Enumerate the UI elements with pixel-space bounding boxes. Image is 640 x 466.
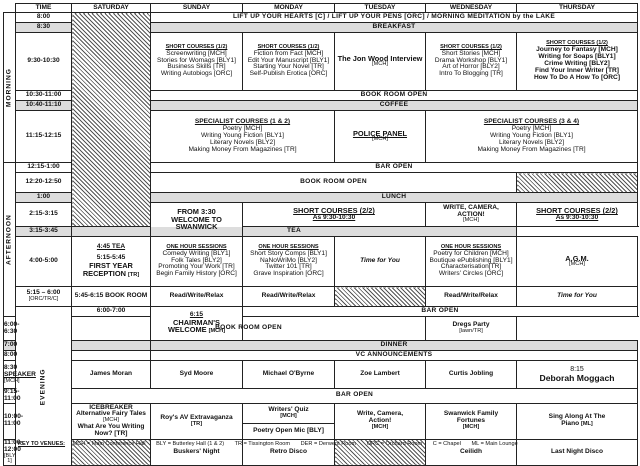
thursday-short-courses-1 bbox=[517, 33, 638, 91]
header-time: TIME bbox=[16, 4, 72, 13]
course-item: Making Money From Magazines [TR] bbox=[188, 145, 297, 153]
key-item: TR = Tissington Room bbox=[234, 441, 291, 447]
venue: [lawn/TR] bbox=[459, 328, 483, 335]
course-item: Journey to Fantasy [MCH] bbox=[536, 46, 618, 54]
specialist-courses-3-4 bbox=[426, 111, 638, 163]
period-morning: MORNING bbox=[4, 13, 16, 163]
course-item: Fiction from Fact [MCH] bbox=[253, 49, 324, 57]
agm-title: A.G.M. bbox=[565, 253, 589, 263]
band-book-room: BOOK ROOM OPEN bbox=[72, 317, 426, 341]
course-item: Writing Young Fiction [BLY1] bbox=[201, 132, 284, 140]
block-title: SHORT COURSES (1/2) bbox=[440, 43, 502, 50]
period-afternoon: AFTERNOON bbox=[4, 163, 16, 317]
time-cell bbox=[4, 438, 23, 465]
roy-title: Roy's AV Extravaganza bbox=[160, 413, 233, 421]
course-item: Self-Publish Erotica [ORC] bbox=[249, 70, 328, 78]
monday-short-courses-1 bbox=[243, 33, 335, 91]
key-item: MCH = Main Conference Hall bbox=[72, 441, 146, 447]
speaker-saturday: James Moran bbox=[72, 361, 151, 389]
course-item: Literary Novels [BLY2] bbox=[209, 138, 276, 146]
key-item: ORC = Orchard Room bbox=[366, 441, 423, 447]
band-tea: TEA bbox=[72, 227, 517, 237]
header-saturday: SATURDAY bbox=[72, 4, 151, 13]
venue: [MCH] bbox=[371, 424, 389, 431]
header-row bbox=[4, 4, 638, 13]
header-thursday: THURSDAY bbox=[517, 4, 638, 13]
welcome-line: CHAIRMAN'S bbox=[173, 317, 220, 327]
session-item: Twitter 101 [TR] bbox=[265, 263, 312, 271]
time-label: 8:30 bbox=[4, 363, 18, 371]
time-venue: [ORC/TR/C] bbox=[28, 296, 59, 303]
time-label: 5:15 – 6:00 bbox=[26, 289, 61, 297]
monday-read-write-relax: Read/Write/Relax bbox=[243, 287, 335, 307]
time-cell bbox=[16, 287, 72, 307]
saturday-book-room: 5:45-6:15 BOOK ROOM bbox=[72, 287, 151, 307]
thursday-last-night-disco: Last Night Disco bbox=[517, 439, 638, 465]
wednesday-ceilidh: Ceilidh bbox=[426, 439, 517, 465]
period-evening: EVENING bbox=[16, 307, 72, 466]
sat-tea-note: 4:45 TEA bbox=[96, 243, 126, 251]
session-item: Comedy Writing [BLY1] bbox=[162, 249, 231, 257]
key-item: C = Chapel bbox=[432, 441, 461, 447]
monday-one-hour-sessions bbox=[243, 237, 335, 287]
course-item: Poetry [MCH] bbox=[511, 125, 552, 133]
key-item: BLY = Butterley Hall (1 & 2) bbox=[156, 441, 225, 447]
venue: [MCH] bbox=[372, 61, 388, 68]
wednesday-family-fortunes bbox=[426, 403, 517, 439]
session-item: NaNoWriMo [BLY2] bbox=[260, 256, 317, 264]
time-cell: 12:15-1:00 bbox=[16, 163, 72, 173]
course-item: Writing for Soaps [BLY1] bbox=[538, 53, 616, 61]
venue-key bbox=[18, 441, 527, 447]
block-sub: As 9:30-10:30 bbox=[312, 213, 356, 221]
short-courses-2-sun-mon bbox=[243, 203, 426, 227]
session-item: Writers' Circles [ORC] bbox=[438, 270, 504, 278]
course-item: Poetry [MCH] bbox=[222, 125, 263, 133]
session-item: Folk Tales [BLY2] bbox=[171, 256, 222, 264]
fortunes-line: Fortunes bbox=[456, 417, 486, 425]
course-item: Crime Writing [BLY2] bbox=[544, 59, 610, 67]
header-wednesday: WEDNESDAY bbox=[426, 4, 517, 13]
schedule-table bbox=[3, 3, 638, 466]
band-lunch: LUNCH bbox=[151, 193, 638, 203]
time-cell: 6:00-7:00 bbox=[72, 307, 151, 317]
speaker-time: 8:15 bbox=[570, 366, 584, 374]
monday-retro-disco: Retro Disco bbox=[243, 439, 335, 465]
event-line: ACTION! bbox=[457, 210, 485, 218]
event-line: Write, Camera, bbox=[356, 410, 404, 418]
band-book-room: BOOK ROOM OPEN bbox=[151, 91, 638, 101]
tuesday-hatched-block bbox=[335, 287, 426, 307]
block-title: ONE HOUR SESSIONS bbox=[258, 243, 319, 250]
icebreaker-line: What Are You Writing bbox=[77, 423, 145, 431]
venue: [TR] bbox=[128, 271, 140, 278]
welcome-line: WELCOME TO bbox=[171, 214, 222, 224]
thursday-dregs-party bbox=[426, 317, 517, 341]
block-title: SPECIALIST COURSES (3 & 4) bbox=[483, 118, 580, 126]
short-courses-2-wed-thu bbox=[517, 203, 638, 227]
sunday-short-courses-1 bbox=[151, 33, 243, 91]
welcome-time: 6:15 bbox=[189, 310, 204, 318]
venue: [MCH] bbox=[463, 217, 479, 224]
event-line: WRITE, CAMERA, bbox=[443, 203, 499, 211]
block-title: SHORT COURSES (1/2) bbox=[165, 43, 228, 50]
singalong-line: Sing Along At The bbox=[548, 413, 606, 421]
block-title: ONE HOUR SESSIONS bbox=[166, 243, 227, 250]
block-title: SHORT COURSES (2/2) bbox=[536, 206, 618, 216]
venue: [MCH] bbox=[462, 424, 480, 431]
header-tuesday: TUESDAY bbox=[335, 4, 426, 13]
monday-poetry-open-mic: Poetry Open Mic [BLY] bbox=[243, 423, 335, 439]
block-title: SPECIALIST COURSES (1 & 2) bbox=[194, 118, 291, 126]
speaker-monday: Michael O'Byrne bbox=[243, 361, 335, 389]
band-breakfast: BREAKFAST bbox=[151, 23, 638, 33]
block-title: SHORT COURSES (1/2) bbox=[257, 43, 320, 50]
course-item: Starting Your Novel [TR] bbox=[253, 63, 324, 71]
thursday-time-for-you: Time for You bbox=[517, 287, 638, 307]
course-item: Drama Workshop [BLY1] bbox=[434, 56, 508, 64]
course-item: Making Money From Magazines [TR] bbox=[477, 145, 586, 153]
time-label: SPEAKER bbox=[4, 370, 36, 378]
wednesday-one-hour-sessions bbox=[426, 237, 517, 287]
reception-line: 5:15-5:45 bbox=[96, 254, 126, 262]
dregs-title: Dregs Party bbox=[452, 321, 490, 329]
session-item: Boutique ePublishing [BLY1] bbox=[429, 256, 513, 264]
quiz-title: Writers' Quiz bbox=[268, 405, 309, 413]
key-title: KEY TO VENUES: bbox=[18, 441, 66, 447]
time-cell: 4:00-5:00 bbox=[16, 237, 72, 287]
time-cell: 9:15-11:00 bbox=[4, 388, 21, 402]
time-venue: [BLY 1] bbox=[4, 452, 16, 465]
session-item: Promoting Your Work [TR] bbox=[158, 263, 235, 271]
venue: [MCH] bbox=[569, 261, 585, 268]
key-item: DER = Derwent Room bbox=[300, 441, 357, 447]
block-title: ONE HOUR SESSIONS bbox=[440, 243, 502, 250]
band-bar-open: BAR OPEN bbox=[72, 389, 638, 404]
time-cell: 10:40-11:10 bbox=[16, 101, 72, 111]
icebreaker-title: ICEBREAKER bbox=[89, 403, 133, 411]
time-cell: 8:00 bbox=[4, 351, 16, 361]
course-item: Screenwriting [MCH] bbox=[166, 49, 227, 57]
wednesday-short-courses-1 bbox=[426, 33, 517, 91]
icebreaker-line: Alternative Fairy Tales bbox=[76, 410, 146, 418]
session-item: Grave Inspiration [ORC] bbox=[253, 270, 324, 278]
header-monday: MONDAY bbox=[243, 4, 335, 13]
speaker-wednesday: Curtis Jobling bbox=[426, 361, 517, 389]
block-sub: As 9:30-10:30 bbox=[555, 213, 599, 221]
event-line: Action! bbox=[368, 417, 392, 425]
sunday-roys-av-extravaganza bbox=[151, 403, 243, 439]
time-cell: 1:00 bbox=[16, 193, 72, 203]
time-cell: 9:30-10:30 bbox=[16, 33, 72, 91]
singalong-line bbox=[517, 421, 637, 428]
speaker-thursday-cell bbox=[517, 361, 638, 389]
saturday-gray-cell bbox=[72, 341, 151, 351]
interview-title: The Jon Wood Interview bbox=[337, 53, 423, 63]
speaker-tuesday: Zoe Lambert bbox=[335, 361, 426, 389]
course-item: Find Your Inner Writer [TR] bbox=[535, 66, 619, 74]
police-panel bbox=[335, 111, 426, 163]
monday-writers-quiz bbox=[243, 403, 335, 423]
icebreaker-line: Now? [TR] bbox=[94, 430, 128, 438]
time-cell: 8:00 bbox=[16, 13, 72, 23]
course-item: Edit Your Manuscript [BLY1] bbox=[247, 56, 330, 64]
welcome-line: FROM 3:30 bbox=[177, 206, 216, 216]
saturday-reception bbox=[72, 237, 151, 287]
tuesday-write-camera-action bbox=[335, 403, 426, 439]
time-cell: 10:30-11:00 bbox=[16, 91, 72, 101]
reception-line bbox=[72, 270, 150, 279]
band-coffee: COFFEE bbox=[151, 101, 638, 111]
session-item: Short Story Comps [BLY1] bbox=[250, 249, 327, 257]
welcome-line: SWANWICK bbox=[175, 222, 218, 232]
sunday-read-write-relax: Read/Write/Relax bbox=[151, 287, 243, 307]
session-item: Characterisation[TR] bbox=[440, 263, 502, 271]
thursday-hatched-block bbox=[517, 173, 638, 193]
time-cell: 11:15-12:15 bbox=[16, 111, 72, 163]
venue: [MCH] bbox=[280, 412, 297, 419]
tuesday-interview bbox=[335, 33, 426, 91]
reception-title: RECEPTION bbox=[82, 268, 126, 278]
saturday-hatched-block bbox=[72, 13, 151, 227]
time-label: 11:00-12:00 bbox=[4, 438, 23, 453]
sunday-one-hour-sessions bbox=[151, 237, 243, 287]
course-item: Business Skills [TR] bbox=[167, 63, 226, 71]
wednesday-read-write-relax: Read/Write/Relax bbox=[426, 287, 517, 307]
time-cell: 3:15-3:45 bbox=[16, 227, 72, 237]
saturday-blank-cell bbox=[72, 351, 151, 361]
course-item: Intro To Blogging [TR] bbox=[439, 70, 503, 78]
course-item: Art of Horror [BLY2] bbox=[442, 63, 500, 71]
course-item: Writing Young Fiction [BLY1] bbox=[490, 132, 573, 140]
time-venue: [MCH] bbox=[4, 377, 20, 384]
tuesday-time-for-you: Time for You bbox=[335, 237, 426, 287]
reception-line: FIRST YEAR bbox=[89, 261, 133, 271]
sunday-buskers-night: Buskers' Night bbox=[151, 439, 243, 465]
course-item: How To Do A How To [ORC] bbox=[533, 73, 621, 81]
venue: [TR] bbox=[190, 420, 203, 427]
singalong-title: Piano bbox=[561, 420, 580, 428]
band-dinner: DINNER bbox=[151, 341, 638, 351]
band-book-room: BOOK ROOM OPEN bbox=[151, 173, 517, 193]
key-item: ML = Main Lounge bbox=[471, 441, 518, 447]
band-vc-announcements: VC ANNOUNCEMENTS bbox=[151, 351, 638, 361]
thursday-sing-along bbox=[517, 403, 638, 439]
session-item: Poetry for Children [MCH] bbox=[433, 249, 509, 257]
time-cell bbox=[4, 361, 36, 389]
time-cell: 10:00-11:00 bbox=[4, 403, 16, 439]
icebreaker-line: [MCH] bbox=[103, 417, 119, 424]
time-cell: 2:15-3:15 bbox=[16, 203, 72, 227]
welcome-title: WELCOME bbox=[167, 325, 207, 335]
block-title: SHORT COURSES (1/2) bbox=[546, 40, 608, 47]
time-cell: 7:00 bbox=[4, 341, 16, 351]
course-item: Short Stories [MCH] bbox=[441, 49, 501, 57]
venue: [MCH] bbox=[208, 328, 226, 335]
band-bar-open: BAR OPEN bbox=[151, 163, 638, 173]
band-bar-open: BAR OPEN bbox=[243, 307, 638, 317]
band-lift-up: LIFT UP YOUR HEARTS [C] / LIFT UP YOUR PENS [ORC] / MORNING MEDITATION by the LAKE bbox=[151, 13, 638, 23]
thursday-agm bbox=[517, 237, 638, 287]
fortunes-line: Swanwick Family bbox=[443, 410, 499, 418]
specialist-courses-1-2 bbox=[151, 111, 335, 163]
time-cell: 12:20-12:50 bbox=[16, 173, 72, 193]
course-item: Literary Novels [BLY2] bbox=[498, 138, 565, 146]
venue: [MCH] bbox=[372, 136, 388, 143]
speaker-sunday: Syd Moore bbox=[151, 361, 243, 389]
session-item: Begin Family History [ORC] bbox=[156, 270, 237, 278]
tuesday-write-camera-action bbox=[426, 203, 517, 227]
time-cell: 8:30 bbox=[16, 23, 72, 33]
venue: [ML] bbox=[580, 421, 593, 428]
speaker-thursday: Deborah Moggach bbox=[539, 372, 615, 383]
police-title: POLICE PANEL bbox=[352, 128, 408, 138]
time-cell: 6:00-6:30 bbox=[4, 317, 16, 341]
block-title: SHORT COURSES (2/2) bbox=[293, 206, 375, 216]
course-item: Writing Autobiogs [ORC] bbox=[160, 70, 233, 78]
header-sunday: SUNDAY bbox=[151, 4, 243, 13]
course-item: Stories for Womags [BLY1] bbox=[157, 56, 236, 64]
saturday-icebreaker bbox=[72, 403, 151, 439]
